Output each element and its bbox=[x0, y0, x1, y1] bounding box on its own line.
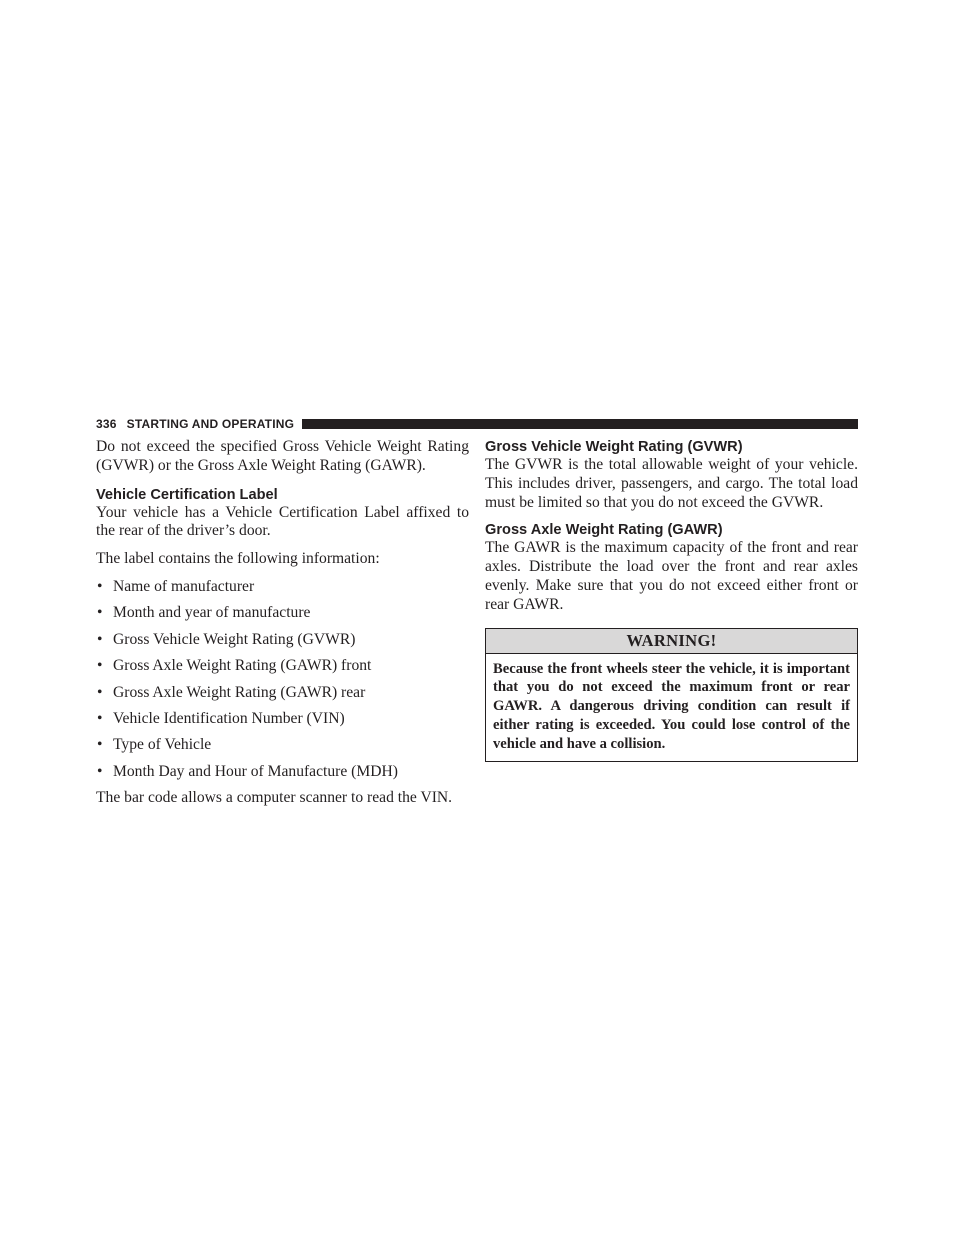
gvwr-paragraph: The GVWR is the total allowable weight of your vehicle. This includes driver, passengers, and cargo. The total load must be limited so that you do not exceed the GVWR. bbox=[485, 456, 858, 511]
vehicle-certification-label-paragraph: Your vehicle has a Vehicle Certification Label affixed to the rear of the driver’s door. bbox=[96, 503, 469, 540]
list-item: • Vehicle Identification Number (VIN) bbox=[96, 710, 469, 729]
list-item: • Month and year of manufacture bbox=[96, 604, 469, 623]
label-information-list bbox=[96, 578, 469, 782]
page-header bbox=[96, 417, 858, 431]
list-item: • Gross Axle Weight Rating (GAWR) front bbox=[96, 657, 469, 676]
warning-box bbox=[485, 628, 858, 762]
page-number: 336 bbox=[96, 417, 117, 431]
list-item: • Gross Vehicle Weight Rating (GVWR) bbox=[96, 631, 469, 650]
label-contains-paragraph: The label contains the following information: bbox=[96, 550, 380, 568]
warning-text: Because the front wheels steer the vehicle, it is important that you do not exceed the maximum front or rear GAWR. A dangerous driving condition can result if either rating is exceeded. You could lose control of the vehicle and have a collision. bbox=[493, 660, 850, 752]
intro-paragraph: Do not exceed the specified Gross Vehicle Weight Rating (GVWR) or the Gross Axle Weight Rating (GAWR). bbox=[96, 438, 469, 474]
vehicle-certification-label-heading: Vehicle Certification Label bbox=[96, 486, 278, 503]
header-rule bbox=[302, 419, 858, 429]
gvwr-heading: Gross Vehicle Weight Rating (GVWR) bbox=[485, 439, 743, 455]
list-item: • Gross Axle Weight Rating (GAWR) rear bbox=[96, 684, 469, 703]
gawr-paragraph: The GAWR is the maximum capacity of the front and rear axles. Distribute the load over the front and rear axles evenly. Make sure that you do not exceed either front or rear GAWR. bbox=[485, 539, 858, 613]
list-item: • Month Day and Hour of Manufacture (MDH) bbox=[96, 763, 469, 782]
list-item: • Type of Vehicle bbox=[96, 736, 469, 755]
warning-title: WARNING! bbox=[486, 629, 857, 654]
right-column bbox=[485, 438, 858, 762]
gawr-heading: Gross Axle Weight Rating (GAWR) bbox=[485, 522, 723, 539]
section-title: STARTING AND OPERATING bbox=[126, 417, 295, 431]
barcode-paragraph: The bar code allows a computer scanner to read the VIN. bbox=[96, 789, 453, 807]
list-item: • Name of manufacturer bbox=[96, 578, 469, 597]
left-column bbox=[96, 438, 469, 808]
